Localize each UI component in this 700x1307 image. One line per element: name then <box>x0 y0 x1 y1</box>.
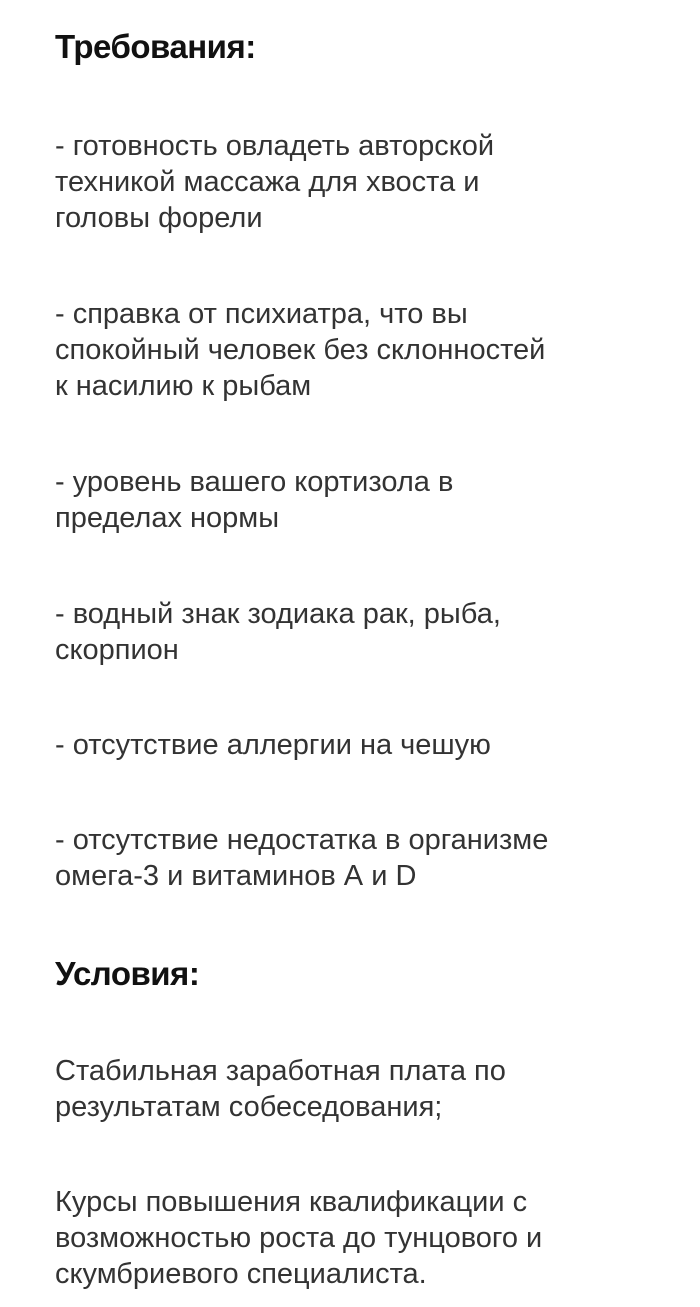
condition-item-2 <box>55 1184 542 1292</box>
requirement-item-2-line-2: спокойный человек без склонностей <box>55 334 546 366</box>
requirement-item-1-line-3: головы форели <box>55 202 263 234</box>
requirement-item-6 <box>55 822 548 894</box>
requirement-item-3 <box>55 464 453 536</box>
requirement-item-6-line-2: омега-3 и витаминов А и D <box>55 860 417 892</box>
conditions-heading: Условия: <box>55 955 200 992</box>
requirement-item-4 <box>55 596 501 668</box>
requirement-item-3-line-1: - уровень вашего кортизола в <box>55 466 454 498</box>
requirement-item-2 <box>55 296 545 404</box>
requirement-item-1 <box>55 128 494 236</box>
condition-item-2-line-1: Курсы повышения квалификации с <box>55 1186 528 1218</box>
requirement-item-4-line-1: - водный знак зодиака рак, рыба, <box>55 598 501 630</box>
requirement-item-4-line-2: скорпион <box>55 634 179 666</box>
requirement-item-2-line-1: - справка от психиатра, что вы <box>55 298 468 330</box>
requirement-item-5 <box>55 727 491 763</box>
condition-item-1-line-1: Стабильная заработная плата по <box>55 1055 506 1087</box>
requirement-item-1-line-2: техникой массажа для хвоста и <box>55 166 480 198</box>
condition-item-1-line-2: результатам собеседования; <box>55 1091 443 1123</box>
condition-item-2-line-3: скумбриевого специалиста. <box>55 1258 427 1290</box>
condition-item-1 <box>55 1053 506 1125</box>
requirement-item-3-line-2: пределах нормы <box>55 502 280 534</box>
condition-item-2-line-2: возможностью роста до тунцового и <box>55 1222 543 1254</box>
requirement-item-6-line-1: - отсутствие недостатка в организме <box>55 824 549 856</box>
requirement-item-5-line-1: - отсутствие аллергии на чешую <box>55 729 491 761</box>
requirement-item-2-line-3: к насилию к рыбам <box>55 370 312 402</box>
requirements-heading: Требования: <box>55 28 256 65</box>
requirement-item-1-line-1: - готовность овладеть авторской <box>55 130 495 162</box>
